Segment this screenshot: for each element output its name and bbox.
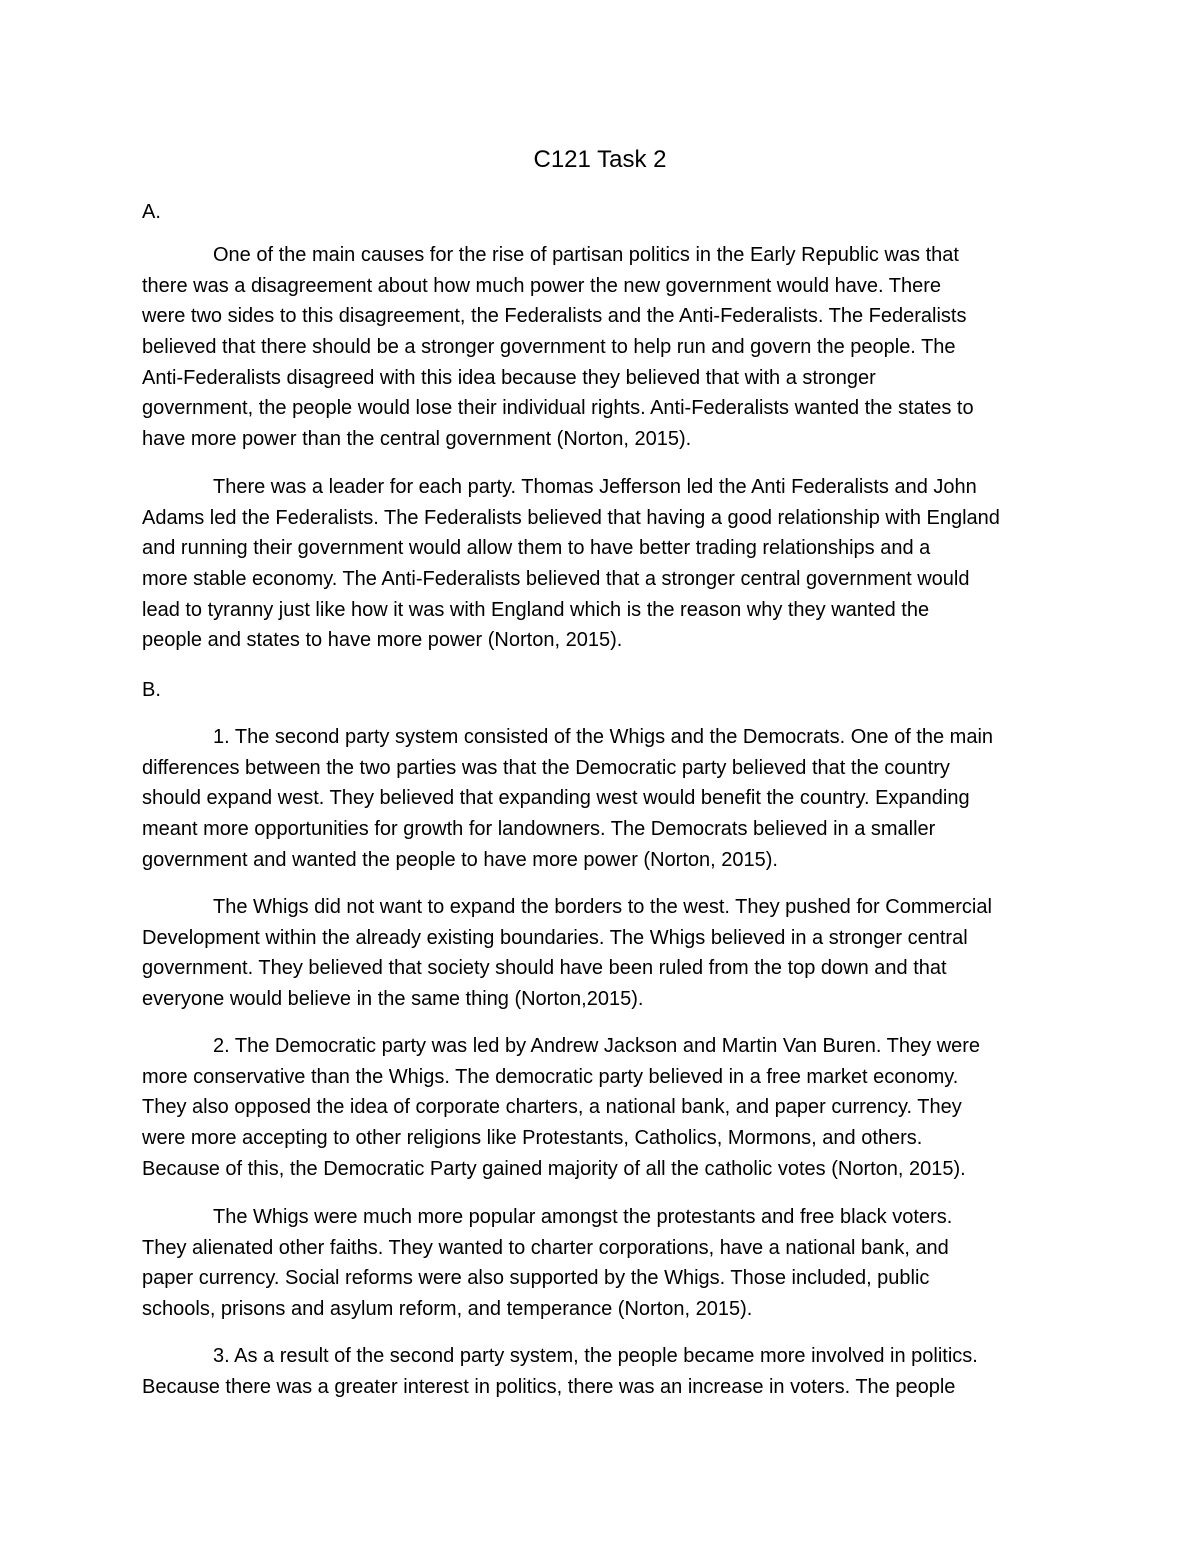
paragraph-line: Because of this, the Democratic Party gained majority of all the catholic votes (Norton, 2015). — [142, 1157, 966, 1180]
section-b-heading: B. — [142, 679, 161, 701]
paragraph-line: lead to tyranny just like how it was with England which is the reason why they wanted the — [142, 598, 930, 621]
section-b-paragraph-1 — [142, 722, 1062, 875]
paragraph-line: Development within the already existing boundaries. The Whigs believed in a stronger central — [142, 926, 968, 949]
paragraph-line: Anti-Federalists disagreed with this idea because they believed that with a stronger — [142, 366, 876, 389]
section-b-paragraph-2 — [142, 892, 1062, 1015]
paragraph-line: government and wanted the people to have more power (Norton, 2015). — [142, 848, 778, 871]
paragraph-line: there was a disagreement about how much power the new government would have. There — [142, 274, 941, 297]
paragraph-line: 3. As a result of the second party system, the people became more involved in politics. — [213, 1345, 978, 1367]
paragraph-line: have more power than the central government (Norton, 2015). — [142, 428, 692, 451]
paragraph-line: differences between the two parties was that the Democratic party believed that the country — [142, 756, 950, 779]
paragraph-line: The Whigs did not want to expand the borders to the west. They pushed for Commercial — [213, 896, 992, 918]
paragraph-line: believed that there should be a stronger government to help run and govern the people. The — [142, 336, 956, 359]
paragraph-line: 1. The second party system consisted of the Whigs and the Democrats. One of the main — [213, 726, 994, 748]
section-b-paragraph-5 — [142, 1341, 1062, 1402]
section-a-heading: A. — [142, 201, 161, 223]
paragraph-line: government, the people would lose their individual rights. Anti-Federalists wanted the states to — [142, 397, 974, 420]
paragraph-line: The Whigs were much more popular amongst the protestants and free black voters. — [213, 1206, 953, 1228]
paragraph-line: were two sides to this disagreement, the Federalists and the Anti-Federalists. The Federalists — [142, 305, 967, 328]
section-b-paragraph-4 — [142, 1202, 1062, 1325]
paragraph-line: 2. The Democratic party was led by Andrew Jackson and Martin Van Buren. They were — [213, 1035, 981, 1057]
paragraph-line: One of the main causes for the rise of partisan politics in the Early Republic was that — [213, 244, 959, 266]
paragraph-line: They also opposed the idea of corporate charters, a national bank, and paper currency. They — [142, 1096, 962, 1119]
paragraph-line: and running their government would allow them to have better trading relationships and a — [142, 537, 931, 560]
paragraph-line: Adams led the Federalists. The Federalists believed that having a good relationship with England — [142, 506, 1000, 529]
paragraph-line: everyone would believe in the same thing (Norton,2015). — [142, 988, 644, 1011]
paragraph-line: were more accepting to other religions like Protestants, Catholics, Mormons, and others. — [142, 1127, 923, 1150]
paragraph-line: meant more opportunities for growth for landowners. The Democrats believed in a smaller — [142, 818, 936, 841]
paragraph-line: people and states to have more power (Norton, 2015). — [142, 629, 623, 652]
paragraph-line: more stable economy. The Anti-Federalists believed that a stronger central government would — [142, 568, 970, 591]
section-a-paragraph-2 — [142, 472, 1062, 687]
document-title: C121 Task 2 — [533, 146, 667, 173]
paragraph-line — [142, 656, 1062, 687]
section-a-paragraph-1 — [142, 240, 1062, 455]
paragraph-line: They alienated other faiths. They wanted to charter corporations, have a national bank, and — [142, 1236, 949, 1259]
paragraph-line: government. They believed that society should have been ruled from the top down and that — [142, 957, 947, 980]
paragraph-line: more conservative than the Whigs. The democratic party believed in a free market economy. — [142, 1065, 959, 1088]
paragraph-line: There was a leader for each party. Thomas Jefferson led the Anti Federalists and John — [213, 476, 977, 498]
paragraph-line: paper currency. Social reforms were also supported by the Whigs. Those included, public — [142, 1267, 930, 1290]
section-b-paragraph-3 — [142, 1031, 1062, 1184]
paragraph-line: schools, prisons and asylum reform, and temperance (Norton, 2015). — [142, 1298, 753, 1321]
paragraph-line: should expand west. They believed that expanding west would benefit the country. Expanding — [142, 787, 970, 810]
paragraph-line: Because there was a greater interest in politics, there was an increase in voters. The people — [142, 1375, 956, 1398]
